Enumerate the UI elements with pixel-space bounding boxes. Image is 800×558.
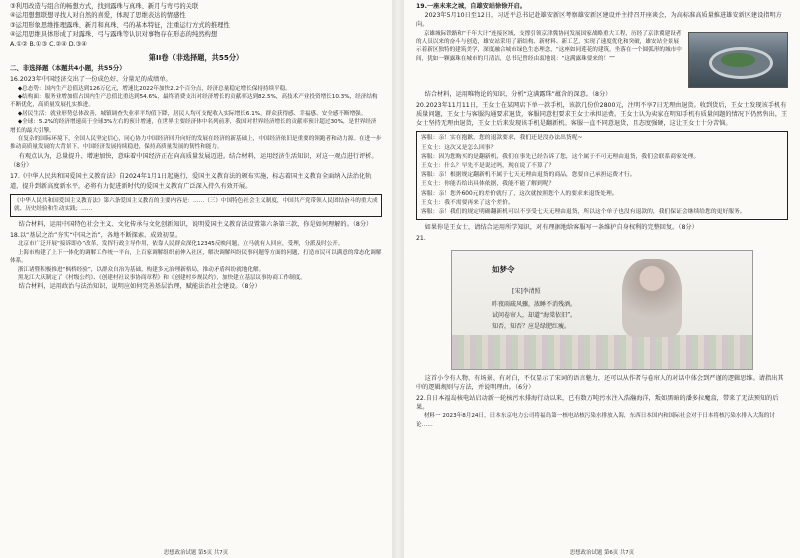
station-center-shape [721, 53, 755, 67]
poem-title: 如梦令 [492, 264, 515, 274]
question-17-intro: 17.《中华人民共和国爱国主义教育法》自2024年1月1日起施行，爱国主义教育法的颁布实施，标志着国主义教育全面纳入法治化轨道，提升到新高度新水平，必将有力促进新时代的爱国主义教育广泛深入持久有效开展。 [10, 173, 372, 190]
option-line: ③运用形象思维推理露珠、新月和真珠、弓的基本特征，注重运行方式的推理性 [10, 21, 230, 29]
left-column [10, 2, 382, 546]
q18-task: 结合材料，运用政治与法治知识，说明应如何完善基层治理，赋能法治社会建设。（8分） [18, 283, 261, 291]
option-line: ④运用想想联想寻找人对自然的喜爱，体现了思维表达的情感性 [10, 12, 186, 20]
chat-line: 客服：亲！您外600元的差价就行了，这次就按照您个人的要求来退货处理。 [421, 190, 618, 197]
poem-author: [宋]李清照 [512, 287, 541, 295]
page-footer: 思想政治试题 第5页 共7页 [163, 550, 229, 556]
chat-line: 王女士：你能否给出具体依据，我能不能了解到呢？ [421, 181, 555, 188]
page-left [0, 0, 392, 558]
option-line: ③利用改造与组合的畅想方式，找到露珠与真珠、新月与弯弓的关联 [10, 3, 199, 10]
q18-paragraph: 北京市广泛开展“接诉即办”改革，发挥行政主导作用，依靠人民群众深化12345反映问题，立马就有人回应，受理，分派及时公开。 [17, 241, 344, 248]
lady-figure-image [622, 259, 682, 337]
q18-paragraph: 黑龙江大庆制定了《村级公约》、《创建村社议事协商章程》和《创建村乡规民约》，加快建立基层议事协商工作制度。 [17, 274, 306, 281]
q22-material: 材料一 2023年8月24日，日本东京电力公司将福岛第一核电站核污染水排放入海，东西日本国内和国际社会对于日本将核污染水排入大海的讨论…… [416, 413, 775, 428]
question-22-intro: 22.自日本福岛核电站启动新一轮核污水排海行动以来，已有数万吨污水注入浩瀚海洋，叛如黑暗的潘多拉魔盒，带来了无法预知的后果。 [416, 395, 779, 412]
poem-line: 试问卷帘人，却道“海棠依旧”。 [492, 311, 577, 319]
chat-dialog-box [416, 131, 788, 220]
chat-line: 客服：因为您购买的是翻新机，我们在事先已经告诉了您，这个属于不可无理由退货，我们会联系商家处理。 [421, 153, 700, 160]
page-footer: 思想政治试题 第6页 共7页 [569, 550, 635, 556]
page-fold [392, 0, 404, 558]
q19-material: 京雄城际铁路和“千年大计”连接区域，支撑引领京津冀协同发展国家战略重大工程，历经了京津冀建设者的人员以来的奋斗与创造，雄安站采用了新结构、新材料、新工艺，实现了速度优化和突破，雄安站全景展示着新区独特的建筑美学，深度融合城市绿色生态理念，“这座如同莲花的建筑，坐落在一个圆弧形的城市中间，犹如一颗露珠在城市的月清洁，总书记曾经由衷地说：“这满露珠要来的！”” [416, 30, 682, 62]
q16-bullet: ◆全球：5.2%的经济增速高于全球3%左右的预计增速，在世界主要经济体中名列前茅，我国对世界经济增长的贡献率预计超过30%，是世界经济增长的最大引擎。 [10, 119, 377, 134]
page-right [404, 0, 800, 558]
flower-border [452, 335, 752, 369]
chat-line: 客服：亲！根据规定翻新机不属于七天无理由退货的商品，您要自己承担运费才行。 [421, 172, 636, 179]
chat-line: 客服：亲！我们的规定明确翻新机可以不享受七天无理由退货，所以这个单子也没有退款的，我们保证会继续给您的更好服务。 [421, 209, 746, 216]
q17-law-box: 《中华人民共和国爱国主义教育法》第六条爱国主义教育的主要内容是：……（三）中国特色社会主义制度，中国共产党带领人民团结奋斗的重大成就、历史经验和生动实践；…… [10, 194, 382, 217]
poem-lines [492, 299, 576, 332]
poem-line: 昨夜雨疏风骤，浓睡不消残酒。 [492, 300, 577, 308]
q18-paragraph: 浙江诸暨积极推进“枫桥经验”，以群众自治为基础，构建多元治理新格局，推动矛盾纠纷就地化解。 [17, 266, 265, 273]
q17-task: 结合材料，运用中国特色社会主义、文化传承与文化创新知识，说明爱国主义教育法设置第六条第三款，你是如何理解的。（8分） [18, 220, 373, 228]
q19-paragraph: 2023年5月10日至12日，习近平总书记赴雄安新区考察雄安新区建设并主持召开座谈会，为高标准高质量推进雄安新区建设指明方向。 [416, 12, 782, 29]
chat-line: 客服：亲！实在抱歉，您的退款要求，我们还是没办法出货呢~ [421, 135, 583, 142]
option-answers: A.①② B.①③ C.②④ D.③④ [10, 40, 87, 48]
q21-task: 这首小令有人物、有场景、有对白，不仅显示了宋词的语言魅力，还可以从作者与卷帘人的对话中体会到严谨的逻辑思维。请指出其中的逻辑规则与方法，并说明理由。（6分） [416, 374, 784, 391]
question-18-intro: 18.以“基层之治”夯实“中国之治”，各地不断探索、成效初显。 [10, 232, 182, 240]
q16-bullet: ◆结构面：服务业增加值占国内生产总值比重达到54.6%，最终消费支出对经济增长的贡献率达到82.5%，高技术产业投资增长10.3%，经济结构不断优化，高质量发展扎实推进。 [10, 94, 378, 109]
section-subtitle: 二、非选择题（本题共4小题，共55分） [10, 64, 126, 73]
q20-task: 如果你是王女士，请结合运用所学知识，对有理据地给客服写一条维护自身权利的完整回复。（8分） [424, 224, 698, 232]
question-19-intro: 19.一座未来之城，自雄安站徐徐开启。 [416, 3, 526, 10]
right-column [416, 2, 788, 546]
question-16-intro: 16.2023年中国经济交出了一份成色好、分量足的成绩单。 [10, 76, 172, 84]
option-line: ④运用思维具体形成了对露珠、弓与露珠等认识对事物存在形态的纯然构想 [10, 31, 218, 39]
section-title: 第II卷（非选择题，共55分） [148, 53, 244, 63]
poem-line: 知否，知否？应是绿肥红瘦。 [492, 322, 571, 330]
q16-task: 有观点认为，总量提升、增速加快，意味着中国经济正在向高质量发展迈进。结合材料，运用经济生活知识，对这一观点进行评析。（8分） [10, 152, 378, 170]
chat-line: 王女士：我不需要再来了这个差价。 [421, 199, 514, 206]
question-20-intro: 20.2023年11月11日，王女士在某网店下单一款手机，该款几份价2800元，注明不享7日无理由退货。收到货后，王女士发现该手机有质量问题，王女士与客服沟通要求退货，客服同意但要求王女士承担运费。王女士认为卖家在明知手机有质量问题的情况下仍然售出，王女士坚持无理由退货，王女士后来发现该手机是翻新机。客服一直不同意退货，且态度强硬，这让王女士十分苦恼。 [416, 101, 788, 128]
q19-task: 结合材料，运用唯物论的知识，分析“这满露珠”蕴含的深意。（8分） [424, 90, 612, 98]
chat-line: 王女士：这次又是怎么回事？ [421, 144, 497, 151]
q18-paragraph: 上海市构建了上下一体化的调解工作统一平台，上百家调解组织前伸入社区，解决调解纠纷民事问题等方面的问题，打造市民可以满意的常态化调解体系。 [10, 249, 382, 265]
chat-line: 王女士：什么？早先不是说过吗，现在说了不算了？ [421, 163, 555, 170]
q16-bullet: ◆总态势：国内生产总值达到126万亿元，增速比2022年加快2.2个百分点，经济总量稳定增长保持持续平稳。 [17, 85, 291, 92]
poem-illustration [451, 250, 753, 370]
q16-bullet: ◆居民生活：就业形势总体改善，城镇调查失业率平均值下降，居民人均可支配收入实际增长6.1%，群众获得感、幸福感、安全感不断增强。 [17, 110, 367, 117]
question-21-label: 21. [416, 235, 426, 243]
xiongan-station-photo [688, 32, 788, 88]
q16-paragraph: 在复杂的国际环境下，全国人民坚定信心，同心协力中国经济回升向好的发展在经济的新基础上，中国经济依旧是重要的领跑者和动力源。在进一步推动高质量发展的大背景下，中国经济发展持续稳进，保持高质量发展的韧性和能力。 [10, 136, 382, 151]
